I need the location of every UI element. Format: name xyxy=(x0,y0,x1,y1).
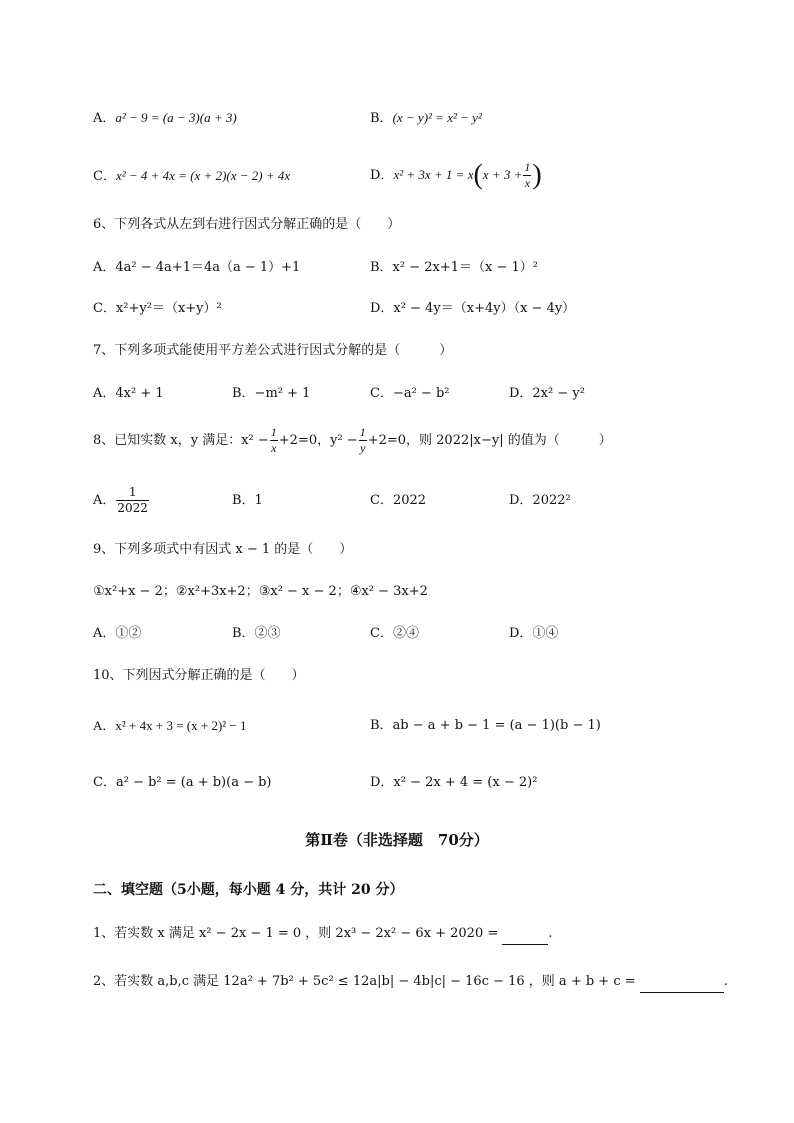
part-two-title: 第Ⅱ卷（非选择题 70分） xyxy=(305,831,489,849)
q5-a-expr: a² − 9 = (a − 3)(a + 3) xyxy=(115,110,237,125)
q5-b-expr: (x − y)² = x² − y² xyxy=(392,110,482,125)
q8-a-label: A． xyxy=(93,493,116,508)
fill1-period: . xyxy=(548,926,553,941)
q8-a-fraction xyxy=(116,485,149,516)
q8-stem xyxy=(93,424,612,458)
q8-stem-mid: +2=0，y² − xyxy=(278,433,358,448)
q10-stem: 10、下列因式分解正确的是（ ） xyxy=(93,668,305,683)
q7-option-d: D．2x² − y² xyxy=(509,386,585,401)
q5-c-expr: x² − 4 + 4x = (x + 2)(x − 2) + 4x xyxy=(115,168,291,183)
q9-items: ①x²+x − 2；②x²+3x+2；③x² − x − 2；④x² − 3x+2 xyxy=(93,584,428,599)
q6-stem: 6、下列各式从左到右进行因式分解正确的是（ ） xyxy=(93,217,401,232)
q10-option-a: A．x² + 4x + 3 = (x + 2)² − 1 xyxy=(93,718,247,733)
right-paren: ) xyxy=(532,159,542,191)
q6-option-a: A．4a² − 4a+1＝4a（a − 1）+1 xyxy=(93,260,301,275)
q5-option-a xyxy=(93,108,237,129)
q9-option-d: D．①④ xyxy=(509,626,559,641)
q9-stem: 9、下列多项式中有因式 x − 1 的是（ ） xyxy=(93,542,353,557)
q10-option-d: D．x² − 2x + 4 = (x − 2)² xyxy=(370,775,538,790)
q5-c-label: C． xyxy=(93,169,116,184)
fill2-text: 2、若实数 a,b,c 满足 12a² + 7b² + 5c² ≤ 12a|b| − 4b|c| − 16c − 16 ，则 a + b + c = xyxy=(93,974,640,989)
fill-question-1 xyxy=(93,924,553,945)
q5-option-b xyxy=(370,108,482,129)
q8-stem-pre: 8、已知实数 x，y 满足：x² − xyxy=(93,433,269,448)
q8-option-a xyxy=(93,484,150,518)
fill2-answer-blank[interactable] xyxy=(640,972,724,993)
q5-d-expr-pre: x² + 3x + 1 = x xyxy=(393,167,474,182)
q7-option-c: C．−a² − b² xyxy=(370,386,450,401)
q5-d-expr-inner: x + 3 + xyxy=(482,167,523,182)
q8-stem-post: +2=0，则 2022|x−y| 的值为（ ） xyxy=(367,433,612,448)
q9-option-b: B．②③ xyxy=(232,626,281,641)
q8-option-b: B．1 xyxy=(232,493,263,508)
q8-fraction-2 xyxy=(359,425,367,456)
q7-stem: 7、下列多项式能使用平方差公式进行因式分解的是（ ） xyxy=(93,343,453,358)
q8-frac2-den: y xyxy=(360,441,366,455)
q5-b-label: B． xyxy=(370,111,393,126)
q5-a-label: A． xyxy=(93,111,116,126)
q8-fraction-1 xyxy=(270,425,278,456)
q5-option-d xyxy=(370,158,542,193)
q8-frac2-num: 1 xyxy=(359,425,366,439)
q8-a-den: 2022 xyxy=(117,501,148,515)
fill-in-section-header: 二、填空题（5小题，每小题 4 分，共计 20 分） xyxy=(93,882,404,898)
q10-option-b: B．ab − a + b − 1 = (a − 1)(b − 1) xyxy=(370,718,601,733)
fill-question-2 xyxy=(93,972,728,993)
q8-frac1-num: 1 xyxy=(270,425,277,439)
q6-option-d: D．x² − 4y＝（x+4y）（x − 4y） xyxy=(370,301,576,316)
q9-option-a: A．①② xyxy=(93,626,142,641)
q10-option-c: C．a² − b² = (a + b)(a − b) xyxy=(93,775,272,790)
q7-option-a: A．4x² + 1 xyxy=(93,386,164,401)
q5-d-label: D． xyxy=(370,168,394,183)
q5-option-c xyxy=(93,166,290,187)
q7-option-b: B．−m² + 1 xyxy=(232,386,311,401)
q5-d-fraction xyxy=(523,160,531,191)
q5-d-frac-num: 1 xyxy=(524,160,531,174)
fill2-period: . xyxy=(723,974,728,989)
q6-option-c: C．x²+y²＝（x+y）² xyxy=(93,301,222,316)
q8-frac1-den: x xyxy=(271,441,277,455)
q5-d-frac-den: x xyxy=(524,176,531,190)
q8-a-num: 1 xyxy=(116,485,149,501)
fill1-answer-blank[interactable] xyxy=(502,924,548,945)
q8-option-d: D．2022² xyxy=(509,493,571,508)
left-paren: ( xyxy=(473,159,483,191)
q8-option-c: C．2022 xyxy=(370,493,427,508)
q9-option-c: C．②④ xyxy=(370,626,419,641)
q6-option-b: B．x² − 2x+1＝（x − 1）² xyxy=(370,260,538,275)
fill1-text: 1、若实数 x 满足 x² − 2x − 1 = 0 ，则 2x³ − 2x² − 6x + 2020 = xyxy=(93,926,503,941)
